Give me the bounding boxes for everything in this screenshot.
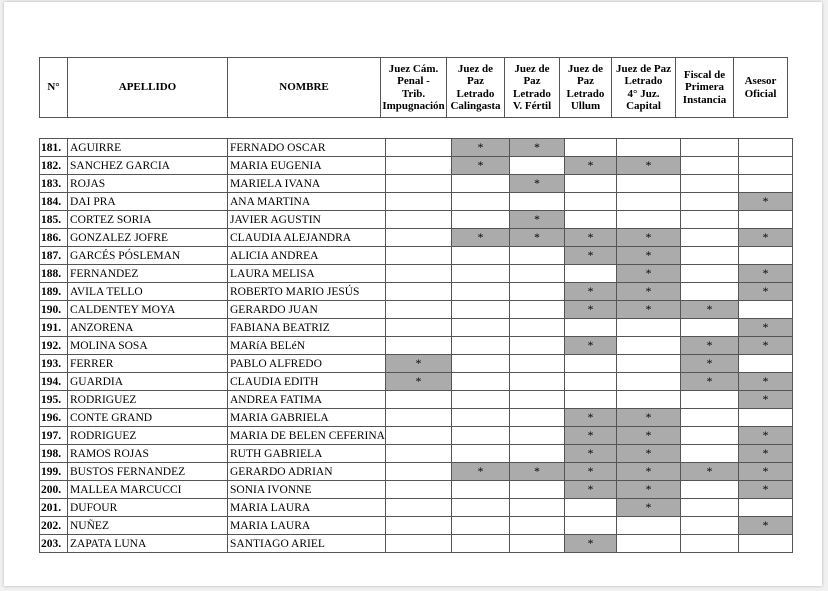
row-number: 202. — [40, 517, 68, 535]
row-apellido: FERNANDEZ — [68, 265, 228, 283]
row-apellido: CONTE GRAND — [68, 409, 228, 427]
mark-cell-5 — [616, 211, 680, 229]
mark-cell-1 — [385, 247, 451, 265]
header-court-line: Juez de — [514, 62, 550, 75]
mark-cell-7 — [738, 247, 792, 265]
row-nombre: ROBERTO MARIO JESÚS — [228, 283, 386, 301]
mark-cell-2 — [451, 373, 509, 391]
row-nombre: MARIA EUGENIA — [228, 157, 386, 175]
mark-cell-6 — [680, 229, 738, 247]
row-apellido: BUSTOS FERNANDEZ — [68, 463, 228, 481]
mark-cell-1 — [385, 463, 451, 481]
row-apellido: NUÑEZ — [68, 517, 228, 535]
table-row — [40, 247, 793, 265]
mark-cell-4 — [564, 139, 616, 157]
mark-cell-5: * — [616, 283, 680, 301]
row-number: 190. — [40, 301, 68, 319]
mark-cell-3 — [509, 373, 564, 391]
mark-cell-5 — [616, 175, 680, 193]
header-court-line: Oficial — [744, 87, 777, 100]
mark-cell-7 — [738, 139, 792, 157]
row-number: 184. — [40, 193, 68, 211]
header-court-line: Letrado — [513, 87, 551, 100]
mark-cell-4: * — [564, 427, 616, 445]
mark-cell-1 — [385, 409, 451, 427]
mark-cell-1 — [385, 139, 451, 157]
row-apellido: DUFOUR — [68, 499, 228, 517]
mark-cell-5: * — [616, 301, 680, 319]
mark-cell-2 — [451, 445, 509, 463]
row-nombre: MARIA GABRIELA — [228, 409, 386, 427]
row-nombre: GERARDO ADRIAN — [228, 463, 386, 481]
header-nombre: NOMBRE — [228, 58, 381, 118]
mark-cell-2: * — [451, 139, 509, 157]
mark-cell-3 — [509, 499, 564, 517]
mark-cell-4: * — [564, 301, 616, 319]
row-number: 201. — [40, 499, 68, 517]
mark-cell-7: * — [738, 193, 792, 211]
mark-cell-6 — [680, 175, 738, 193]
mark-cell-7: * — [738, 427, 792, 445]
mark-cell-6: * — [680, 337, 738, 355]
header-num: N° — [40, 58, 68, 118]
mark-cell-3: * — [509, 229, 564, 247]
table-row — [40, 301, 793, 319]
row-number: 183. — [40, 175, 68, 193]
mark-cell-2 — [451, 355, 509, 373]
row-nombre: MARIA LAURA — [228, 499, 386, 517]
mark-cell-3 — [509, 319, 564, 337]
row-number: 189. — [40, 283, 68, 301]
mark-cell-3 — [509, 193, 564, 211]
mark-cell-4 — [564, 373, 616, 391]
mark-cell-1: * — [385, 355, 451, 373]
mark-cell-2: * — [451, 157, 509, 175]
mark-cell-3 — [509, 247, 564, 265]
row-apellido: SANCHEZ GARCIA — [68, 157, 228, 175]
header-court-line: 4° Juz. — [627, 87, 660, 100]
row-number: 186. — [40, 229, 68, 247]
row-number: 193. — [40, 355, 68, 373]
header-court-line: V. Fértil — [512, 100, 552, 112]
mark-cell-1 — [385, 319, 451, 337]
row-nombre: PABLO ALFREDO — [228, 355, 386, 373]
row-number: 187. — [40, 247, 68, 265]
mark-cell-6 — [680, 427, 738, 445]
row-nombre: JAVIER AGUSTIN — [228, 211, 386, 229]
header-court-2 — [447, 58, 505, 118]
mark-cell-1 — [385, 229, 451, 247]
mark-cell-4 — [564, 355, 616, 373]
table-row — [40, 391, 793, 409]
mark-cell-7: * — [738, 265, 792, 283]
mark-cell-3 — [509, 517, 564, 535]
row-apellido: FERRER — [68, 355, 228, 373]
mark-cell-2 — [451, 265, 509, 283]
header-court-line: Penal - — [397, 75, 430, 87]
mark-cell-1 — [385, 157, 451, 175]
row-apellido: ROJAS — [68, 175, 228, 193]
mark-cell-4 — [564, 211, 616, 229]
mark-cell-7: * — [738, 337, 792, 355]
mark-cell-2 — [451, 499, 509, 517]
mark-cell-6 — [680, 319, 738, 337]
mark-cell-2: * — [451, 229, 509, 247]
document-page — [4, 2, 822, 586]
table-row — [40, 211, 793, 229]
row-nombre: MARíA BELéN — [228, 337, 386, 355]
row-nombre: MARIA LAURA — [228, 517, 386, 535]
row-apellido: MALLEA MARCUCCI — [68, 481, 228, 499]
mark-cell-1 — [385, 175, 451, 193]
mark-cell-7: * — [738, 517, 792, 535]
mark-cell-6 — [680, 265, 738, 283]
mark-cell-4 — [564, 517, 616, 535]
header-court-line: Letrado — [566, 87, 605, 100]
mark-cell-7: * — [738, 445, 792, 463]
mark-cell-2 — [451, 535, 509, 553]
table-row — [40, 409, 793, 427]
table-row — [40, 463, 793, 481]
row-number: 195. — [40, 391, 68, 409]
mark-cell-7 — [738, 355, 792, 373]
row-nombre: FERNADO OSCAR — [228, 139, 386, 157]
mark-cell-4 — [564, 499, 616, 517]
row-number: 200. — [40, 481, 68, 499]
row-apellido: GONZALEZ JOFRE — [68, 229, 228, 247]
mark-cell-6 — [680, 517, 738, 535]
row-apellido: ZAPATA LUNA — [68, 535, 228, 553]
mark-cell-3 — [509, 445, 564, 463]
mark-cell-6 — [680, 211, 738, 229]
mark-cell-1 — [385, 481, 451, 499]
mark-cell-2 — [451, 409, 509, 427]
mark-cell-7 — [738, 211, 792, 229]
header-court-line: Primera — [684, 81, 725, 94]
header-court-line: Trib. — [401, 87, 426, 100]
mark-cell-2 — [451, 301, 509, 319]
table-row — [40, 157, 793, 175]
mark-cell-7: * — [738, 319, 792, 337]
table-row — [40, 283, 793, 301]
mark-cell-5: * — [616, 463, 680, 481]
mark-cell-6 — [680, 409, 738, 427]
header-court-line: Juez de — [457, 62, 494, 75]
table-row — [40, 427, 793, 445]
mark-cell-4: * — [564, 481, 616, 499]
header-court-line: Asesor — [744, 75, 777, 87]
mark-cell-6 — [680, 391, 738, 409]
mark-cell-1 — [385, 445, 451, 463]
mark-cell-6: * — [680, 373, 738, 391]
table-row — [40, 499, 793, 517]
table-row — [40, 481, 793, 499]
mark-cell-6: * — [680, 355, 738, 373]
mark-cell-1 — [385, 499, 451, 517]
row-number: 196. — [40, 409, 68, 427]
mark-cell-3 — [509, 337, 564, 355]
mark-cell-6 — [680, 445, 738, 463]
mark-cell-6 — [680, 139, 738, 157]
mark-cell-6 — [680, 481, 738, 499]
mark-cell-5 — [616, 139, 680, 157]
row-nombre: MARIELA IVANA — [228, 175, 386, 193]
mark-cell-1 — [385, 265, 451, 283]
mark-cell-1 — [385, 427, 451, 445]
mark-cell-7 — [738, 535, 792, 553]
mark-cell-7 — [738, 301, 792, 319]
header-court-7 — [734, 58, 788, 118]
row-apellido: GARCÉS PÓSLEMAN — [68, 247, 228, 265]
table-row — [40, 175, 793, 193]
mark-cell-2 — [451, 175, 509, 193]
mark-cell-5: * — [616, 427, 680, 445]
mark-cell-2: * — [451, 463, 509, 481]
header-court-line: Impugnación — [382, 100, 445, 112]
table-row — [40, 265, 793, 283]
row-number: 191. — [40, 319, 68, 337]
row-apellido: MOLINA SOSA — [68, 337, 228, 355]
row-number: 181. — [40, 139, 68, 157]
row-apellido: RAMOS ROJAS — [68, 445, 228, 463]
mark-cell-2 — [451, 193, 509, 211]
mark-cell-1 — [385, 283, 451, 301]
mark-cell-4 — [564, 265, 616, 283]
header-table — [39, 57, 788, 118]
header-court-line: Juez Cám. — [388, 62, 439, 75]
mark-cell-5: * — [616, 445, 680, 463]
mark-cell-3: * — [509, 139, 564, 157]
mark-cell-2 — [451, 427, 509, 445]
table-row — [40, 355, 793, 373]
mark-cell-7 — [738, 157, 792, 175]
row-number: 194. — [40, 373, 68, 391]
mark-cell-4: * — [564, 337, 616, 355]
mark-cell-5 — [616, 517, 680, 535]
header-court-4 — [560, 58, 612, 118]
row-nombre: FABIANA BEATRIZ — [228, 319, 386, 337]
mark-cell-3 — [509, 427, 564, 445]
mark-cell-7: * — [738, 463, 792, 481]
mark-cell-5 — [616, 193, 680, 211]
table-row — [40, 535, 793, 553]
mark-cell-5 — [616, 391, 680, 409]
mark-cell-4: * — [564, 247, 616, 265]
mark-cell-2 — [451, 211, 509, 229]
mark-cell-4: * — [564, 409, 616, 427]
mark-cell-5: * — [616, 265, 680, 283]
row-apellido: ANZORENA — [68, 319, 228, 337]
table-row — [40, 193, 793, 211]
mark-cell-4: * — [564, 463, 616, 481]
mark-cell-5 — [616, 319, 680, 337]
header-row — [40, 58, 788, 118]
mark-cell-3: * — [509, 463, 564, 481]
row-apellido: RODRIGUEZ — [68, 391, 228, 409]
row-apellido: GUARDIA — [68, 373, 228, 391]
row-apellido: CORTEZ SORIA — [68, 211, 228, 229]
mark-cell-4 — [564, 193, 616, 211]
table-row — [40, 337, 793, 355]
mark-cell-6 — [680, 283, 738, 301]
mark-cell-7 — [738, 499, 792, 517]
row-nombre: GERARDO JUAN — [228, 301, 386, 319]
mark-cell-3: * — [509, 175, 564, 193]
row-apellido: DAI PRA — [68, 193, 228, 211]
row-nombre: CLAUDIA EDITH — [228, 373, 386, 391]
header-court-line: Paz — [576, 75, 595, 87]
header-court-5 — [612, 58, 676, 118]
header-court-line: Juez de Paz — [616, 62, 671, 75]
mark-cell-7 — [738, 175, 792, 193]
header-court-line: Fiscal de — [683, 68, 726, 81]
mark-cell-7: * — [738, 373, 792, 391]
header-court-line: Paz — [466, 75, 485, 87]
mark-cell-7: * — [738, 481, 792, 499]
mark-cell-1 — [385, 193, 451, 211]
mark-cell-4 — [564, 319, 616, 337]
mark-cell-5 — [616, 355, 680, 373]
mark-cell-3 — [509, 391, 564, 409]
row-number: 188. — [40, 265, 68, 283]
row-nombre: SONIA IVONNE — [228, 481, 386, 499]
header-court-6 — [676, 58, 734, 118]
row-apellido: AVILA TELLO — [68, 283, 228, 301]
row-number: 182. — [40, 157, 68, 175]
mark-cell-4 — [564, 175, 616, 193]
table-row — [40, 373, 793, 391]
mark-cell-3 — [509, 265, 564, 283]
mark-cell-5: * — [616, 229, 680, 247]
mark-cell-6 — [680, 247, 738, 265]
row-number: 203. — [40, 535, 68, 553]
mark-cell-1 — [385, 301, 451, 319]
row-nombre: ANDREA FATIMA — [228, 391, 386, 409]
mark-cell-4: * — [564, 157, 616, 175]
mark-cell-3 — [509, 409, 564, 427]
mark-cell-7 — [738, 409, 792, 427]
header-court-line: Ullum — [570, 100, 601, 112]
mark-cell-2 — [451, 319, 509, 337]
mark-cell-4: * — [564, 535, 616, 553]
mark-cell-5: * — [616, 157, 680, 175]
row-apellido: AGUIRRE — [68, 139, 228, 157]
row-nombre: CLAUDIA ALEJANDRA — [228, 229, 386, 247]
header-court-line: Instancia — [682, 93, 727, 106]
mark-cell-6 — [680, 157, 738, 175]
mark-cell-4: * — [564, 283, 616, 301]
mark-cell-1 — [385, 211, 451, 229]
table-row — [40, 319, 793, 337]
table-row — [40, 445, 793, 463]
row-apellido: RODRIGUEZ — [68, 427, 228, 445]
mark-cell-7: * — [738, 229, 792, 247]
row-nombre: MARIA DE BELEN CEFERINA — [228, 427, 386, 445]
mark-cell-6 — [680, 193, 738, 211]
mark-cell-5 — [616, 535, 680, 553]
mark-cell-3: * — [509, 211, 564, 229]
row-nombre: ANA MARTINA — [228, 193, 386, 211]
mark-cell-6 — [680, 499, 738, 517]
mark-cell-4: * — [564, 445, 616, 463]
row-number: 199. — [40, 463, 68, 481]
header-court-line: Letrado — [624, 75, 663, 87]
mark-cell-5: * — [616, 499, 680, 517]
mark-cell-7: * — [738, 283, 792, 301]
mark-cell-3 — [509, 301, 564, 319]
header-court-3 — [505, 58, 560, 118]
mark-cell-4 — [564, 391, 616, 409]
row-nombre: ALICIA ANDREA — [228, 247, 386, 265]
header-court-1 — [381, 58, 447, 118]
mark-cell-2 — [451, 247, 509, 265]
mark-cell-1 — [385, 391, 451, 409]
mark-cell-4: * — [564, 229, 616, 247]
mark-cell-3 — [509, 481, 564, 499]
mark-cell-2 — [451, 481, 509, 499]
header-court-line: Letrado — [456, 87, 495, 100]
mark-cell-5: * — [616, 481, 680, 499]
mark-cell-2 — [451, 283, 509, 301]
mark-cell-3 — [509, 283, 564, 301]
mark-cell-2 — [451, 337, 509, 355]
roster-table — [39, 138, 793, 553]
mark-cell-3 — [509, 157, 564, 175]
row-number: 192. — [40, 337, 68, 355]
mark-cell-1 — [385, 535, 451, 553]
mark-cell-3 — [509, 355, 564, 373]
mark-cell-5: * — [616, 247, 680, 265]
header-court-line: Capital — [626, 100, 661, 112]
mark-cell-2 — [451, 391, 509, 409]
mark-cell-1: * — [385, 373, 451, 391]
row-nombre: RUTH GABRIELA — [228, 445, 386, 463]
mark-cell-7: * — [738, 391, 792, 409]
row-number: 197. — [40, 427, 68, 445]
table-row — [40, 229, 793, 247]
header-apellido: APELLIDO — [68, 58, 228, 118]
mark-cell-6 — [680, 535, 738, 553]
mark-cell-2 — [451, 517, 509, 535]
header-court-line: Paz — [523, 75, 541, 87]
mark-cell-3 — [509, 535, 564, 553]
mark-cell-5: * — [616, 409, 680, 427]
mark-cell-5 — [616, 373, 680, 391]
mark-cell-1 — [385, 337, 451, 355]
row-nombre: SANTIAGO ARIEL — [228, 535, 386, 553]
table-row — [40, 139, 793, 157]
mark-cell-1 — [385, 517, 451, 535]
header-court-line: Calingasta — [450, 100, 501, 112]
row-number: 185. — [40, 211, 68, 229]
mark-cell-5 — [616, 337, 680, 355]
row-number: 198. — [40, 445, 68, 463]
mark-cell-6: * — [680, 301, 738, 319]
row-apellido: CALDENTEY MOYA — [68, 301, 228, 319]
table-row — [40, 517, 793, 535]
mark-cell-6: * — [680, 463, 738, 481]
row-nombre: LAURA MELISA — [228, 265, 386, 283]
header-court-line: Juez de — [567, 62, 604, 75]
